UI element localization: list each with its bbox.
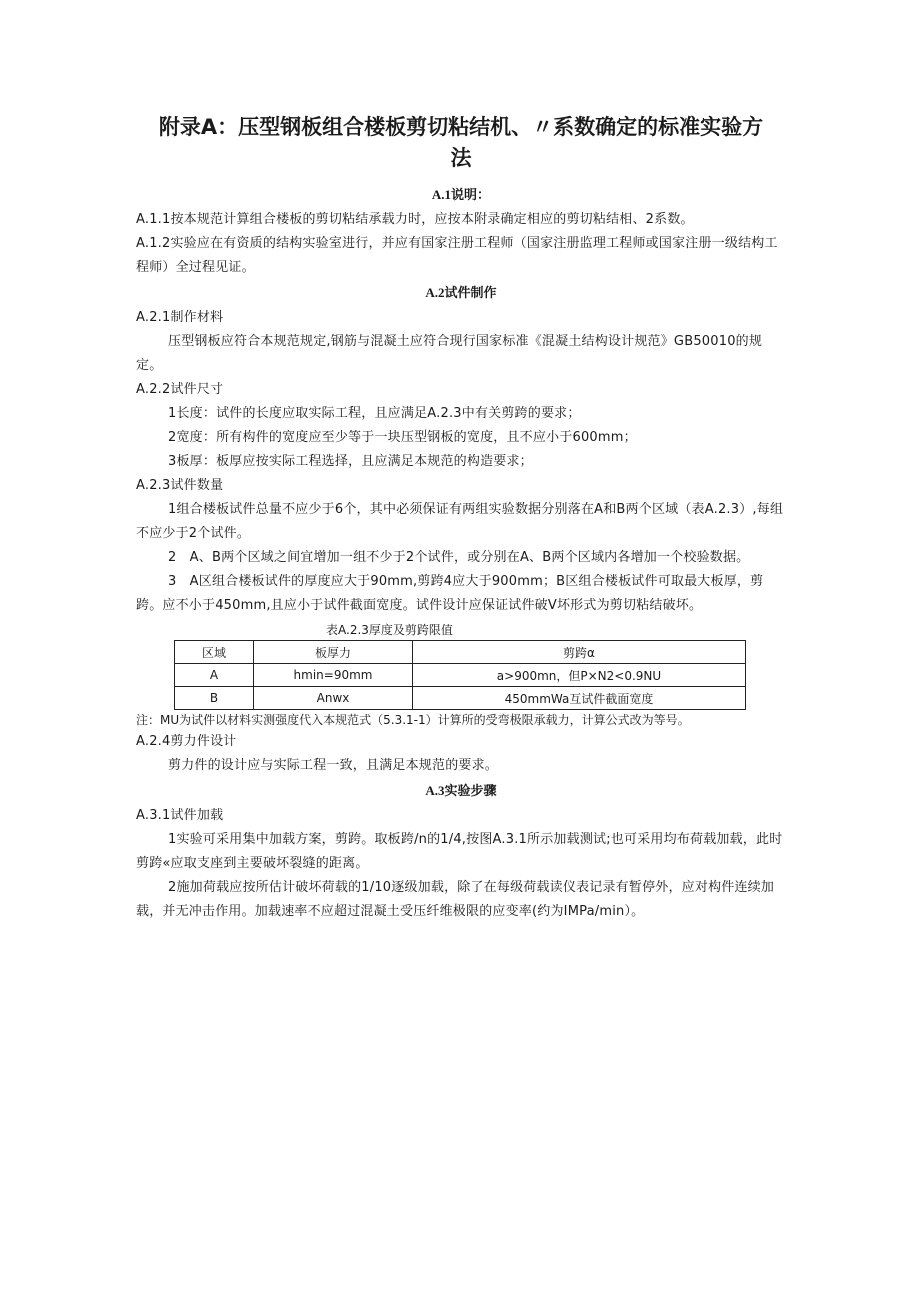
list-item-a2-2-3: 3板厚：板厚应按实际工程选择，且应满足本规范的构造要求； bbox=[168, 454, 533, 469]
para-a2-4: 剪力件的设计应与实际工程一致，且满足本规范的要求。 bbox=[168, 758, 499, 773]
table-header-cell: 剪跨α bbox=[413, 641, 746, 664]
list-item-a3-1-1: 1实验可采用集中加载方案，剪跨。取板跨/n的1/4,按图A.3.1所示加载测试;也可采用均布荷载加载，此时剪跨«应取支座到主要破坏裂缝的距离。 bbox=[136, 832, 783, 871]
document-title bbox=[136, 112, 786, 174]
list-item-a2-3-2: 2 A、B两个区域之间宜增加一组不少于2个试件，或分别在A、B两个区域内各增加一个校验数据。 bbox=[168, 550, 750, 565]
table-header-cell: 区域 bbox=[175, 641, 254, 664]
heading-a2-2: A.2.2试件尺寸 bbox=[136, 382, 224, 397]
limits-table bbox=[174, 640, 746, 710]
section-a2-heading: A.2试件制作 bbox=[425, 285, 497, 300]
list-item-a2-3-3: 3 A区组合楼板试件的厚度应大于90mm,剪跨4应大于900mm；B区组合楼板试件可取最大板厚，剪跨。应不小于450mm,且应小于试件截面宽度。试件设计应保证试件破V坏形式为剪切粘结破坏。 bbox=[136, 574, 764, 613]
table-cell: a>900mn，但P×N2<0.9NU bbox=[413, 664, 746, 687]
table-cell: hmin=90mm bbox=[254, 664, 413, 687]
section-a1-heading: A.1说明： bbox=[431, 187, 491, 202]
heading-a2-4: A.2.4剪力件设计 bbox=[136, 734, 237, 749]
list-item-a2-2-1: 1长度：试件的长度应取实际工程，且应满足A.2.3中有关剪跨的要求； bbox=[168, 406, 581, 421]
title-line-2: 法 bbox=[450, 146, 472, 170]
heading-a2-3: A.2.3试件数量 bbox=[136, 478, 224, 493]
table-row bbox=[175, 687, 746, 710]
table-cell: A bbox=[175, 664, 254, 687]
table-cell: Anwx bbox=[254, 687, 413, 710]
list-item-a3-1-2: 2施加荷载应按所估计破坏荷载的1/10逐级加载，除了在每级荷载读仪表记录有暂停外，应对构件连续加载，并无冲击作用。加载速率不应超过混凝土受压纤维极限的应变率(约为IMPa/min）。 bbox=[136, 880, 775, 919]
table-row bbox=[175, 664, 746, 687]
table-header-cell: 板厚力 bbox=[254, 641, 413, 664]
document-page bbox=[136, 112, 786, 924]
heading-a2-1: A.2.1制作材料 bbox=[136, 310, 224, 325]
heading-a3-1: A.3.1试件加载 bbox=[136, 808, 224, 823]
para-a1-1: A.1.1按本规范计算组合楼板的剪切粘结承载力时，应按本附录确定相应的剪切粘结相、2系数。 bbox=[136, 212, 694, 227]
list-item-a2-2-2: 2宽度：所有构件的宽度应至少等于一块压型钢板的宽度，且不应小于600mm； bbox=[168, 430, 637, 445]
table-cell: B bbox=[175, 687, 254, 710]
para-a1-2: A.1.2实验应在有资质的结构实验室进行，并应有国家注册工程师（国家注册监理工程师或国家注册一级结构工程师）全过程见证。 bbox=[136, 236, 778, 275]
para-a2-1: 压型钢板应符合本规范规定,钢筋与混凝土应符合现行国家标准《混凝土结构设计规范》GB50010的规定。 bbox=[136, 334, 763, 373]
table-header-row bbox=[175, 641, 746, 664]
section-a3-heading: A.3实验步骤 bbox=[425, 783, 497, 798]
table-note: 注：MU为试件以材料实测强度代入本规范式（5.3.1-1）计算所的受弯极限承载力，计算公式改为等号。 bbox=[136, 713, 690, 727]
table-cell: 450mmWa互试件截面宽度 bbox=[413, 687, 746, 710]
list-item-a2-3-1: 1组合楼板试件总量不应少于6个，其中必须保证有两组实验数据分别落在A和B两个区域（表A.2.3）,每组不应少于2个试件。 bbox=[136, 502, 784, 541]
table-caption: 表A.2.3厚度及剪跨限值 bbox=[326, 623, 453, 637]
title-line-1: 附录A：压型钢板组合楼板剪切粘结机、〃系数确定的标准实验方 bbox=[158, 115, 764, 139]
